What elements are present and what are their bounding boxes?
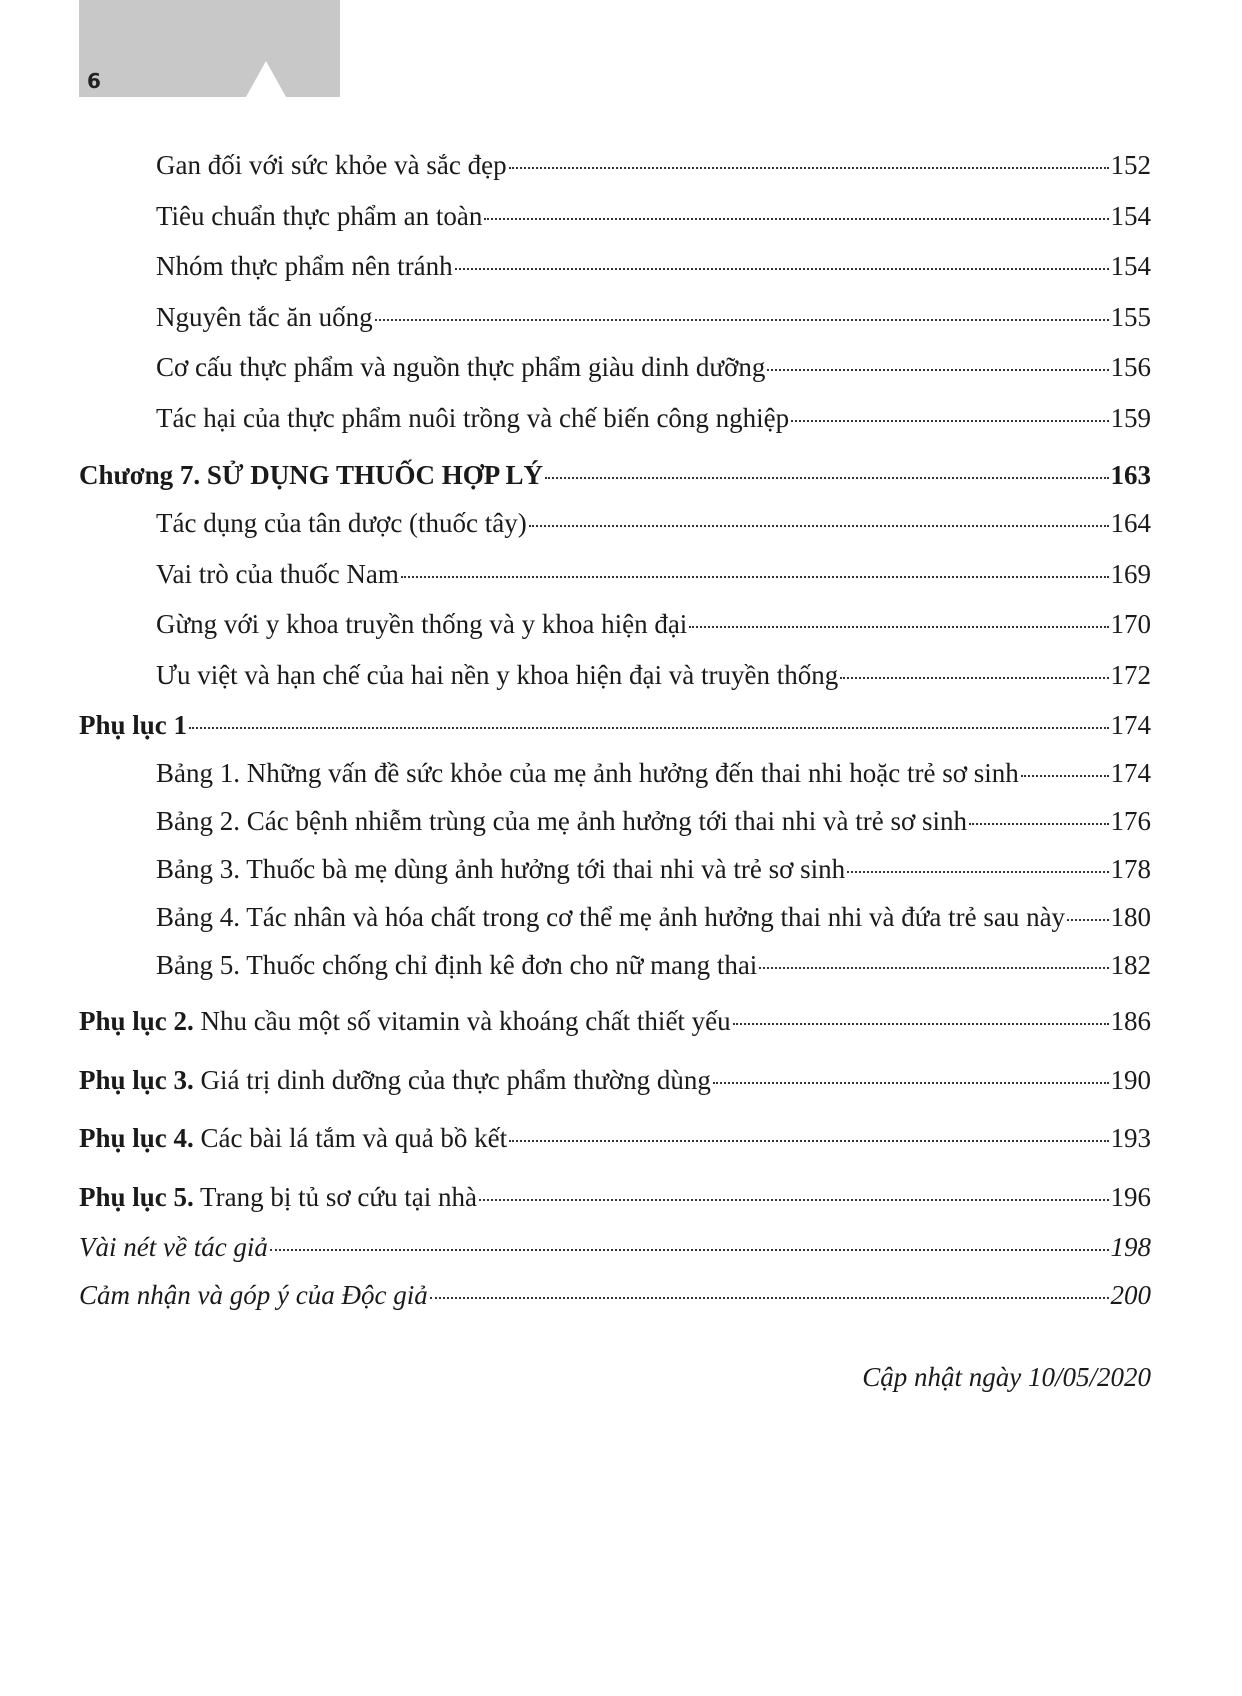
toc-leader-dots [847,871,1108,873]
toc-leader-dots [713,1082,1109,1084]
toc-appendix-label [79,1061,711,1099]
toc-appendix-title: Giá trị dinh dưỡng của thực phẩm thường dùng [200,1064,711,1095]
header-tab-notch [246,61,286,97]
toc-entry-page: 198 [1110,1232,1151,1262]
toc-leader-dots [969,823,1108,825]
toc-entry-label: Vai trò của thuốc Nam [156,558,399,589]
toc-leader-dots [401,576,1109,578]
toc-entry-label: Vài nét về tác giả [79,1232,268,1262]
toc-entry[interactable] [79,146,1151,197]
toc-leader-dots [791,420,1108,422]
toc-appendix-title: Phụ lục 1 [79,710,188,740]
toc-entry-label: Bảng 4. Tác nhân và hóa chất trong cơ thể mẹ ảnh hưởng thai nhi và đứa trẻ sau này [156,902,1066,932]
toc-appendix-5[interactable] [79,1178,1151,1229]
update-date-note: Cập nhật ngày 10/05/2020 [862,1362,1151,1392]
toc-entry-page: 200 [1110,1280,1151,1310]
toc-leader-dots [689,626,1108,628]
toc-chapter-page: 163 [1110,460,1151,490]
toc-appendix-1[interactable] [79,706,1151,754]
toc-entry[interactable] [79,298,1151,349]
toc-leader-dots [545,477,1109,479]
toc-entry[interactable] [79,247,1151,298]
toc-appendix-label [79,706,187,744]
toc-appendix-4[interactable] [79,1119,1151,1170]
toc-entry-label: Ưu việt và hạn chế của hai nền y khoa hiện đại và truyền thống [156,659,839,690]
toc-entry[interactable] [79,850,1151,898]
toc-appendix-label [79,1119,507,1157]
toc-entry-page: 180 [1110,902,1151,932]
toc-leader-dots [189,727,1108,729]
toc-entry-label: Nguyên tắc ăn uống [156,301,373,332]
toc-leader-dots [733,1023,1109,1025]
toc-appendix-page: 196 [1110,1181,1151,1212]
toc-entry-page: 156 [1110,352,1151,382]
toc-appendix-prefix: Phụ lục 4. [79,1123,194,1153]
toc-entry[interactable] [79,946,1151,994]
toc-entry-label: Bảng 1. Những vấn đề sức khỏe của mẹ ảnh hưởng đến thai nhi hoặc trẻ sơ sinh [156,758,1019,788]
toc-entry[interactable] [79,898,1151,946]
toc-leader-dots [375,319,1109,321]
toc-entry-page: 176 [1110,806,1151,836]
toc-appendix-page: 193 [1110,1123,1151,1153]
toc-appendix-page: 186 [1110,1006,1151,1036]
toc-entry-page: 152 [1110,150,1151,180]
toc-entry-page: 174 [1110,758,1151,788]
page-header-tab [79,0,340,97]
toc-appendix-prefix: Phụ lục 3. [79,1064,194,1095]
toc-entry-label: Bảng 3. Thuốc bà mẹ dùng ảnh hưởng tới thai nhi và trẻ sơ sinh [156,854,846,884]
toc-leader-dots [455,268,1109,270]
toc-entry-page: 169 [1110,558,1151,589]
page-number: 6 [87,69,101,93]
toc-reader-feedback[interactable] [79,1276,1151,1324]
toc-leader-dots [479,1199,1109,1201]
toc-entry-page: 172 [1110,659,1151,690]
toc-leader-dots [840,677,1108,679]
toc-leader-dots [1067,919,1108,921]
toc-entry-page: 182 [1110,950,1151,980]
toc-entry[interactable] [79,802,1151,850]
toc-entry-label: Bảng 5. Thuốc chống chỉ định kê đơn cho nữ mang thai [156,950,758,980]
toc-entry-label: Cơ cấu thực phẩm và nguồn thực phẩm giàu dinh dưỡng [156,352,766,382]
toc-leader-dots [759,967,1108,969]
toc-leader-dots [509,1140,1108,1142]
toc-entry-label: Tác hại của thực phẩm nuôi trồng và chế biến công nghiệp [156,402,790,433]
toc-appendix-2[interactable] [79,1002,1151,1053]
toc-chapter-label: Chương 7. SỬ DỤNG THUỐC HỢP LÝ [79,460,543,490]
toc-appendix-page: 174 [1110,710,1151,740]
toc-entry[interactable] [79,197,1151,248]
toc-leader-dots [484,218,1108,220]
toc-entry-page: 170 [1110,609,1151,639]
toc-entry-label: Gừng với y khoa truyền thống và y khoa hiện đại [156,609,688,639]
toc-entry[interactable] [79,348,1151,399]
toc-entry-page: 155 [1110,301,1151,332]
toc-leader-dots [1021,775,1109,777]
toc-entry-page: 178 [1110,854,1151,884]
toc-appendix-3[interactable] [79,1061,1151,1112]
toc-entry[interactable] [79,504,1151,555]
toc-entry-label: Cảm nhận và góp ý của Độc giả [79,1280,428,1310]
toc-entry[interactable] [79,555,1151,606]
toc-entry[interactable] [79,605,1151,656]
toc-leader-dots [529,525,1109,527]
toc-appendix-title: Các bài lá tắm và quả bồ kết [200,1123,508,1153]
toc-entry[interactable] [79,754,1151,802]
toc-entry[interactable] [79,399,1151,450]
toc-chapter-7[interactable] [79,456,1151,504]
toc-appendix-title: Trang bị tủ sơ cứu tại nhà [200,1181,477,1212]
table-of-contents [79,146,1151,1324]
toc-entry-page: 159 [1110,402,1151,433]
toc-appendix-label [79,1002,731,1040]
toc-appendix-label [79,1178,477,1216]
toc-entry-label: Bảng 2. Các bệnh nhiễm trùng của mẹ ảnh hưởng tới thai nhi và trẻ sơ sinh [156,806,968,836]
toc-entry-label: Gan đối với sức khỏe và sắc đẹp [156,150,507,180]
toc-leader-dots [767,369,1108,371]
toc-entry-page: 154 [1110,251,1151,281]
toc-leader-dots [270,1249,1109,1251]
toc-entry[interactable] [79,656,1151,707]
toc-entry-page: 154 [1110,200,1151,231]
toc-appendix-prefix: Phụ lục 5. [79,1181,194,1212]
toc-entry-label: Tiêu chuẩn thực phẩm an toàn [156,200,483,231]
toc-leader-dots [430,1297,1109,1299]
toc-leader-dots [509,167,1109,169]
toc-entry-page: 164 [1110,508,1151,538]
toc-about-author[interactable] [79,1228,1151,1276]
toc-entry-label: Tác dụng của tân dược (thuốc tây) [156,508,527,538]
toc-appendix-title: Nhu cầu một số vitamin và khoáng chất thiết yếu [200,1006,731,1036]
toc-appendix-prefix: Phụ lục 2. [79,1006,194,1036]
toc-entry-label: Nhóm thực phẩm nên tránh [156,251,453,281]
toc-appendix-page: 190 [1110,1064,1151,1095]
